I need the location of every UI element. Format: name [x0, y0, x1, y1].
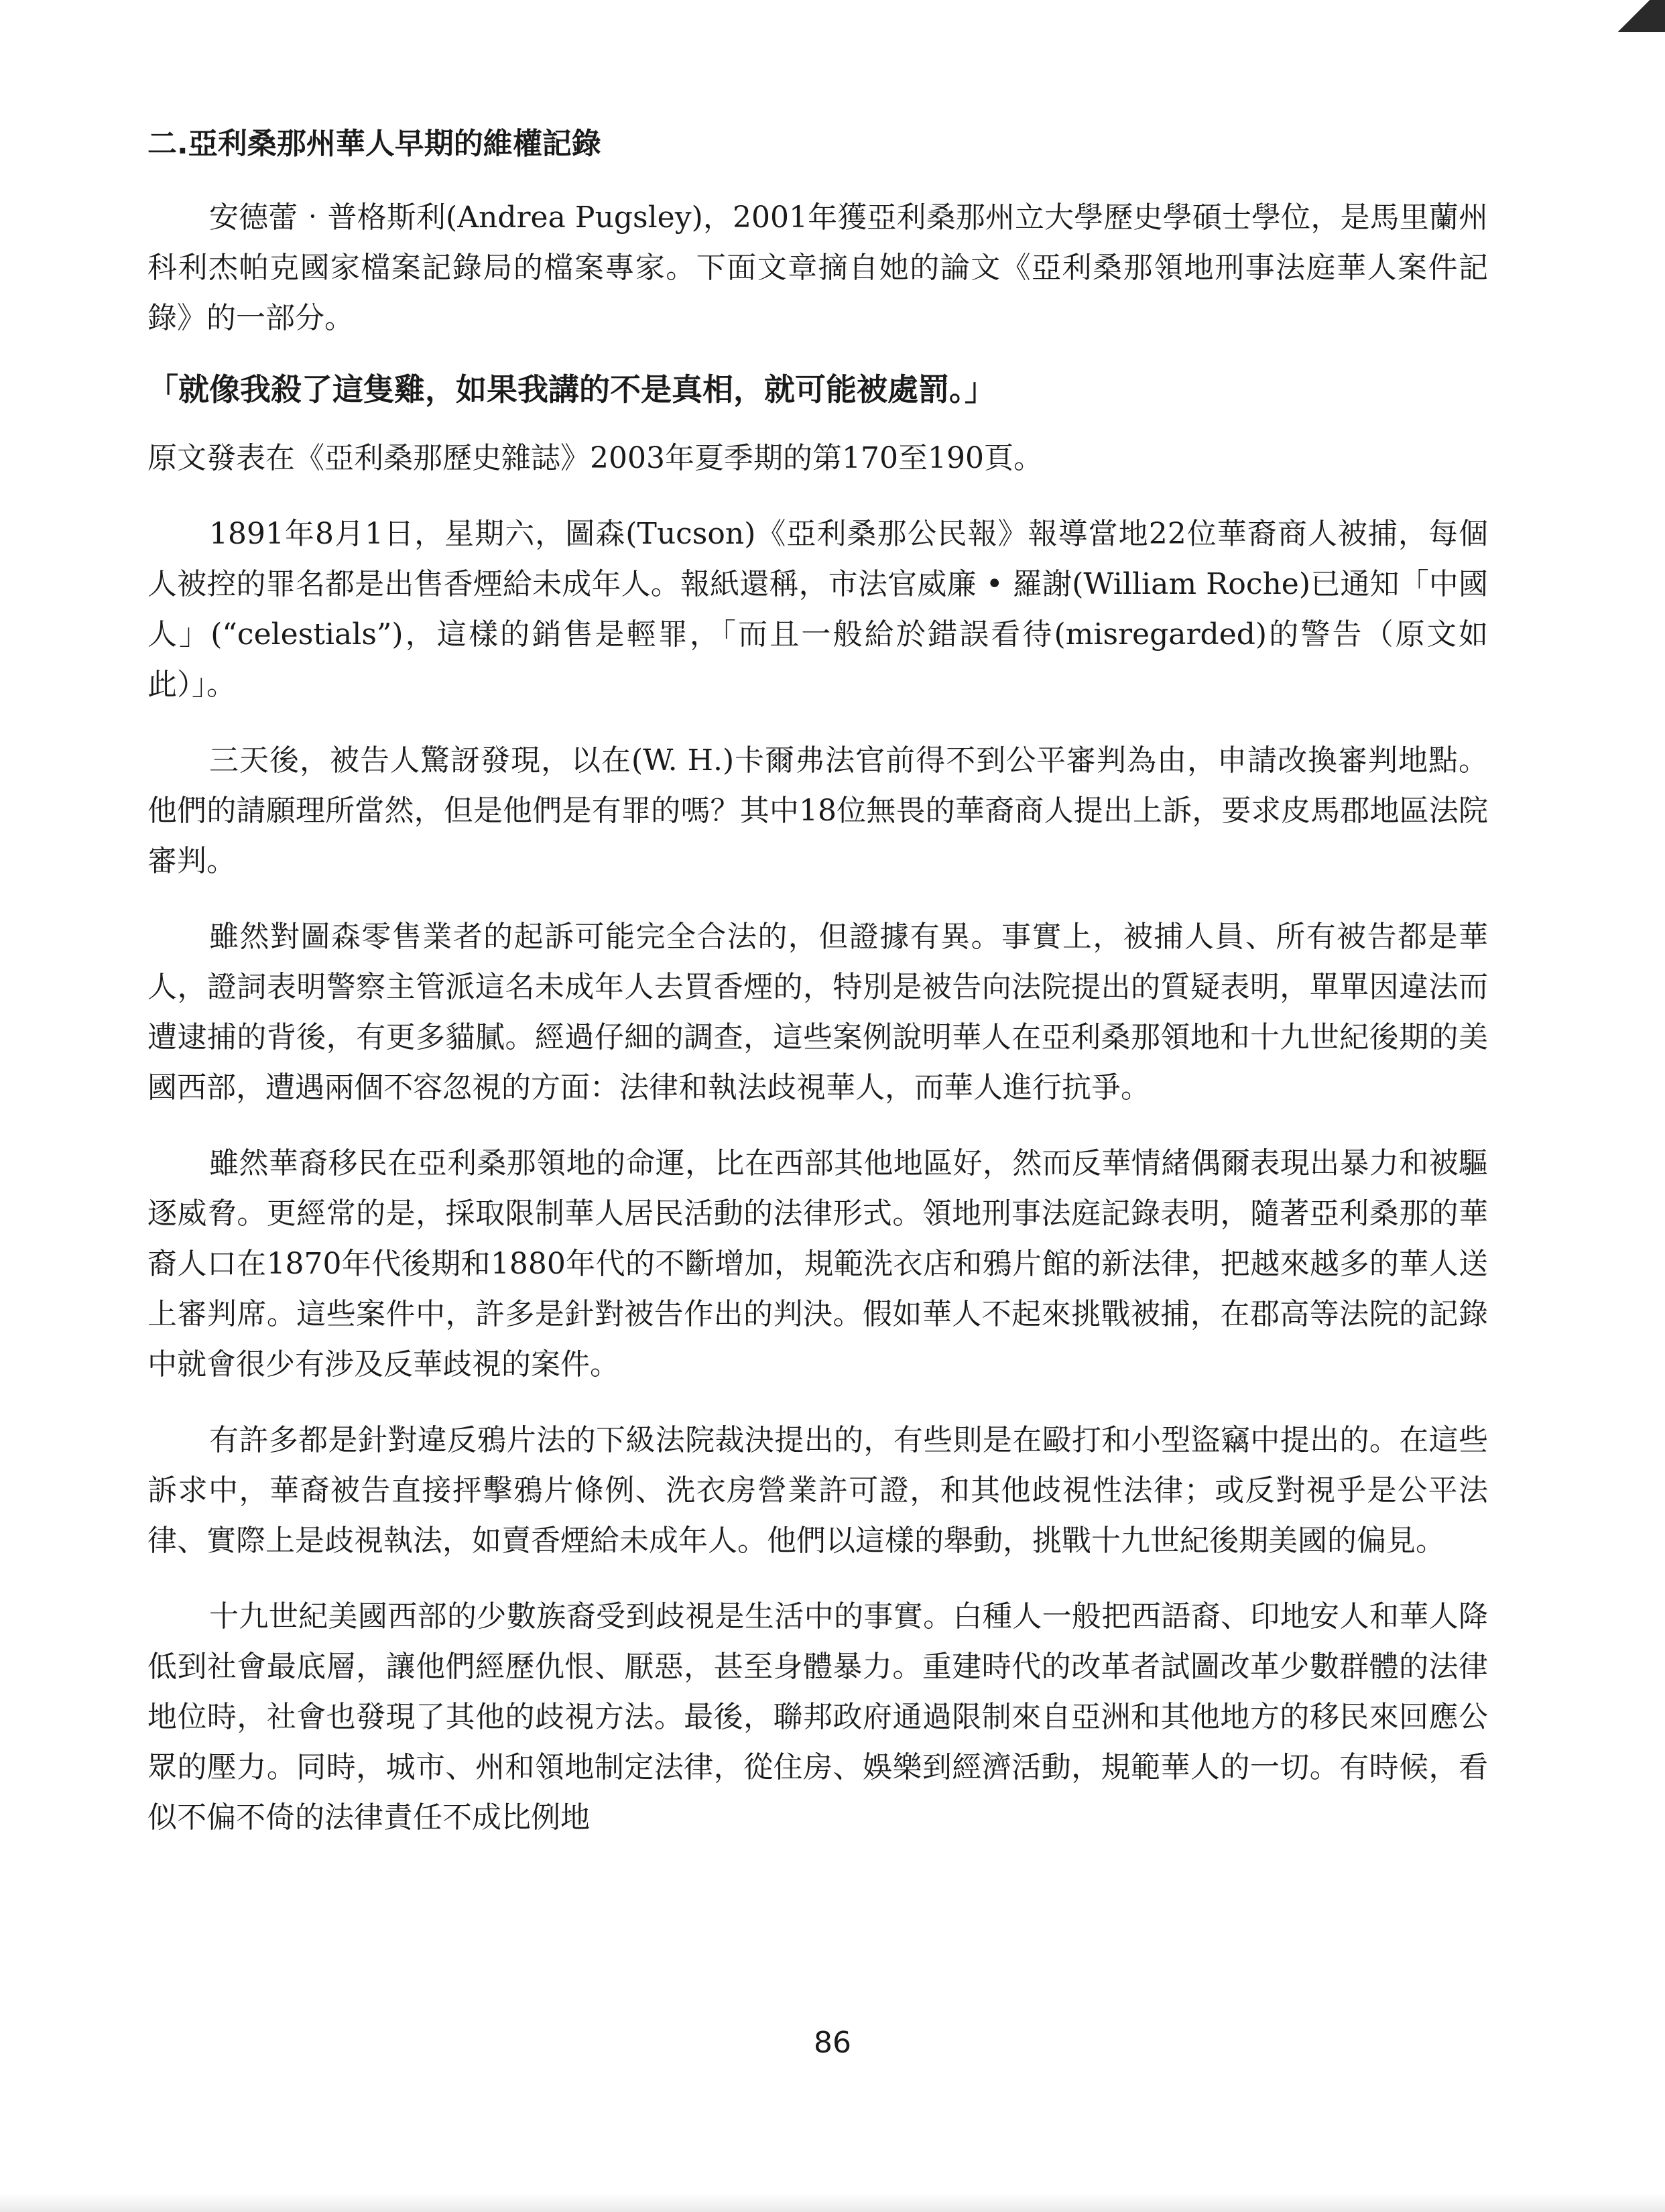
body-paragraph-4: 雖然華裔移民在亞利桑那領地的命運，比在西部其他地區好，然而反華情緒偶爾表現出暴力和被驅逐威脅。更經常的是，採取限制華人居民活動的法律形式。領地刑事法庭記錄表明，隨著亞利桑那的華裔人口在1870年代後期和1880年代的不斷增加，規範洗衣店和鴉片館的新法律，把越來越多的華人送上審判席。這些案件中，許多是針對被告作出的判決。假如華人不起來挑戰被捕，在郡高等法院的記錄中就會很少有涉及反華歧視的案件。: [147, 1146, 1488, 1381]
quote-heading: 「就像我殺了這隻雞，如果我講的不是真相，就可能被處罰。」: [147, 371, 995, 408]
body-paragraph-1: 1891年8月1日，星期六，圖森(Tucson)《亞利桑那公民報》報導當地22位華裔商人被捕，每個人被控的罪名都是出售香煙給未成年人。報紙還稱，市法官威廉 • 羅謝(William Roche)已通知「中國人」(“celestials”)，這樣的銷售是輕罪，「而且一般給於錯誤看待(misregarded)的警告（原文如此）」。: [147, 517, 1488, 702]
intro-paragraph: 安德蕾‧普格斯利(Andrea Pugsley)，2001年獲亞利桑那州立大學歷史學碩士學位，是馬里蘭州科利杰帕克國家檔案記錄局的檔案專家。下面文章摘自她的論文《亞利桑那領地刑事法庭華人案件記錄》的一部分。: [147, 200, 1488, 335]
body-paragraph-5: 有許多都是針對違反鴉片法的下級法院裁決提出的，有些則是在毆打和小型盜竊中提出的。在這些訴求中，華裔被告直接抨擊鴉片條例、洗衣房營業許可證，和其他歧視性法律；或反對視乎是公平法律、實際上是歧視執法，如賣香煙給未成年人。他們以這樣的舉動，挑戰十九世紀後期美國的偏見。: [147, 1423, 1488, 1558]
scan-corner-mark: [1618, 0, 1665, 32]
scan-bottom-edge: [0, 2193, 1665, 2212]
body-paragraph-3: 雖然對圖森零售業者的起訴可能完全合法的，但證據有異。事實上，被捕人員、所有被告都是華人，證詞表明警察主管派這名未成年人去買香煙的，特別是被告向法院提出的質疑表明，單單因違法而遭逮捕的背後，有更多貓膩。經過仔細的調查，這些案例說明華人在亞利桑那領地和十九世紀後期的美國西部，遭遇兩個不容忽視的方面：法律和執法歧視華人，而華人進行抗爭。: [147, 920, 1488, 1105]
body-paragraph-2: 三天後，被告人驚訝發現，以在(W. H.)卡爾弗法官前得不到公平審判為由，申請改換審判地點。他們的請願理所當然，但是他們是有罪的嗎？其中18位無畏的華裔商人提出上訴，要求皮馬郡地區法院審判。: [147, 743, 1488, 878]
page-number: 86: [814, 2026, 851, 2060]
section-heading: 二.亞利桑那州華人早期的維權記錄: [147, 127, 601, 161]
source-note: 原文發表在《亞利桑那歷史雜誌》2003年夏季期的第170至190頁。: [147, 441, 1043, 475]
page-content: [147, 124, 1488, 1868]
body-paragraph-6: 十九世紀美國西部的少數族裔受到歧視是生活中的事實。白種人一般把西語裔、印地安人和華人降低到社會最底層，讓他們經歷仇恨、厭惡，甚至身體暴力。重建時代的改革者試圖改革少數群體的法律地位時，社會也發現了其他的歧視方法。最後，聯邦政府通過限制來自亞洲和其他地方的移民來回應公眾的壓力。同時，城市、州和領地制定法律，從住房、娛樂到經濟活動，規範華人的一切。有時候，看似不偏不倚的法律責任不成比例地: [147, 1599, 1488, 1835]
